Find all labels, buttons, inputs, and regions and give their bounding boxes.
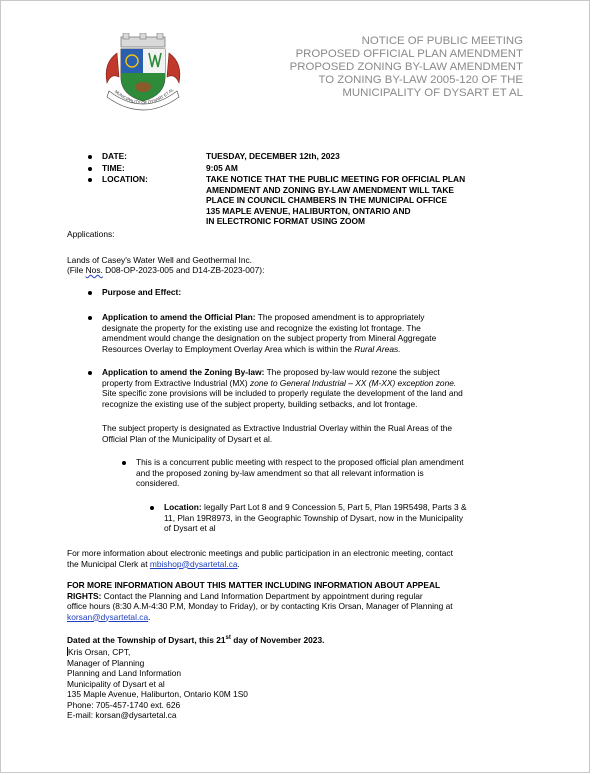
file-rest: D08-OP-2023-005 and D14-ZB-2023-007): xyxy=(102,265,265,275)
planner-email-link[interactable]: korsan@dysartetal.ca xyxy=(67,611,149,622)
heading-line: PROPOSED OFFICIAL PLAN AMENDMENT xyxy=(295,48,523,60)
concurrent-text: and the proposed zoning by-law amendment so that all relevant information is xyxy=(136,467,424,478)
zoning-label: Application to amend the Zoning By-law: xyxy=(102,367,265,377)
bullet-icon xyxy=(150,506,154,510)
dated-line xyxy=(67,635,324,645)
designation-text: Official Plan of the Municipality of Dysart et al. xyxy=(102,433,273,444)
signature-line: 135 Maple Avenue, Haliburton, Ontario K0M 1S0 xyxy=(67,689,248,699)
official-plan-text: The proposed amendment is to appropriately xyxy=(255,312,425,322)
electronic-text: the Municipal Clerk at xyxy=(67,558,150,569)
official-plan-text: Resources Overlay to Employment Overlay Area which is within the xyxy=(102,343,355,354)
clerk-email-link[interactable]: mbishop@dysartetal.ca xyxy=(149,558,238,569)
electronic-text: For more information about electronic meetings and public participation in an electronic meeting, contact xyxy=(67,548,453,558)
location-line: TAKE NOTICE THAT THE PUBLIC MEETING FOR OFFICIAL PLAN xyxy=(206,174,466,184)
zoning-text: The proposed by-law would rezone the subject xyxy=(264,367,440,377)
more-info-text: Contact the Planning and Land Information Department by appointment during regular xyxy=(101,590,423,601)
more-info-suffix: . xyxy=(148,611,151,622)
location-detail-text: of Dysart et al xyxy=(164,523,216,533)
file-numbers xyxy=(67,265,264,275)
location-detail-text: 11, Plan 19R8973, in the Geographic Township of Dysart, now in the Municipality xyxy=(164,512,464,523)
time-label: TIME: xyxy=(102,163,125,173)
bullet-icon xyxy=(88,155,92,159)
dated-suffix: day of November 2023. xyxy=(230,635,325,645)
signature-line: Kris Orsan, CPT, xyxy=(68,647,131,657)
electronic-suffix: . xyxy=(237,558,240,569)
applications-label: Applications: xyxy=(67,229,115,239)
official-plan-text: amendment would change the designation on the subject property from Mineral Aggregate xyxy=(102,333,437,343)
notice-heading xyxy=(211,35,523,100)
rights-label: RIGHTS: xyxy=(67,590,102,601)
rural-areas-text: Rural Areas. xyxy=(354,343,401,354)
location-line: IN ELECTRONIC FORMAT USING ZOOM xyxy=(206,216,365,226)
dated-sup: st xyxy=(225,635,231,642)
location-line: PLACE IN COUNCIL CHAMBERS IN THE MUNICIPAL OFFICE xyxy=(206,195,448,205)
location-detail-text: legally Part Lot 8 and 9 Concession 5, Part 5, Plan 19R5498, Parts 3 & xyxy=(201,502,467,512)
signature-line: Phone: 705-457-1740 ext. 626 xyxy=(67,699,181,710)
concurrent-text: This is a concurrent public meeting with respect to the proposed official plan amendment xyxy=(136,457,464,467)
zoning-text: Site specific zone provisions will be included to properly regulate the development of the land and xyxy=(102,388,463,398)
bullet-icon xyxy=(88,167,92,171)
zoning-text: recognize the existing use of the subject property, building setbacks, and lot frontage. xyxy=(102,398,418,409)
bullet-icon xyxy=(88,178,92,182)
official-plan-label: Application to amend the Official Plan: xyxy=(102,312,256,322)
crest-scroll-text: MUNICIPALITY OF DYSART ET AL xyxy=(113,87,175,106)
bullet-icon xyxy=(122,461,126,465)
dated-prefix: Dated at the Township of Dysart, this 21 xyxy=(67,635,226,645)
file-prefix: (File xyxy=(67,265,86,275)
bullet-icon xyxy=(88,371,92,375)
heading-line: PROPOSED ZONING BY-LAW AMENDMENT xyxy=(289,61,523,73)
concurrent-text: considered. xyxy=(136,478,180,488)
more-info-text: office hours (8:30 A.M-4:30 P.M, Monday to Friday), or by contacting Kris Orsan, Manager of Planning at xyxy=(67,601,453,611)
signature-line: Municipality of Dysart et al xyxy=(67,678,165,689)
time-value: 9:05 AM xyxy=(206,163,238,173)
location-line: 135 MAPLE AVENUE, HALIBURTON, ONTARIO AND xyxy=(206,205,411,216)
municipal-crest-logo xyxy=(97,33,189,111)
heading-line: TO ZONING BY-LAW 2005-120 OF THE xyxy=(318,74,523,86)
official-plan-text: designate the property for the existing use and recognize the existing lot frontage. The xyxy=(102,322,421,333)
location-detail-label: Location: xyxy=(164,502,202,512)
designation-text: The subject property is designated as Extractive Industrial Overlay within the Rual Areas of the xyxy=(102,423,453,433)
location-label: LOCATION: xyxy=(102,174,148,184)
bullet-icon xyxy=(88,291,92,295)
purpose-heading: Purpose and Effect: xyxy=(102,287,182,297)
file-nos-text: Nos. xyxy=(85,265,103,275)
location-line: AMENDMENT AND ZONING BY-LAW AMENDMENT WILL TAKE xyxy=(206,184,454,195)
signature-line: E-mail: korsan@dysartetal.ca xyxy=(67,710,177,720)
bullet-icon xyxy=(88,316,92,320)
date-label: DATE: xyxy=(102,151,127,161)
zoning-italic-text: zone to General Industrial – XX (M-XX) exception zone. xyxy=(250,377,457,388)
more-info-heading: FOR MORE INFORMATION ABOUT THIS MATTER INCLUDING INFORMATION ABOUT APPEAL xyxy=(67,580,441,590)
heading-line: MUNICIPALITY OF DYSART ET AL xyxy=(342,87,523,99)
signature-line: Manager of Planning xyxy=(67,657,145,668)
date-value: TUESDAY, DECEMBER 12th, 2023 xyxy=(206,151,340,161)
heading-line: NOTICE OF PUBLIC MEETING xyxy=(361,35,523,47)
applicant-name: Lands of Casey's Water Well and Geothermal Inc. xyxy=(67,255,253,265)
zoning-text: property from Extractive Industrial (MX) xyxy=(102,377,250,388)
signature-line: Planning and Land Information xyxy=(67,668,182,678)
